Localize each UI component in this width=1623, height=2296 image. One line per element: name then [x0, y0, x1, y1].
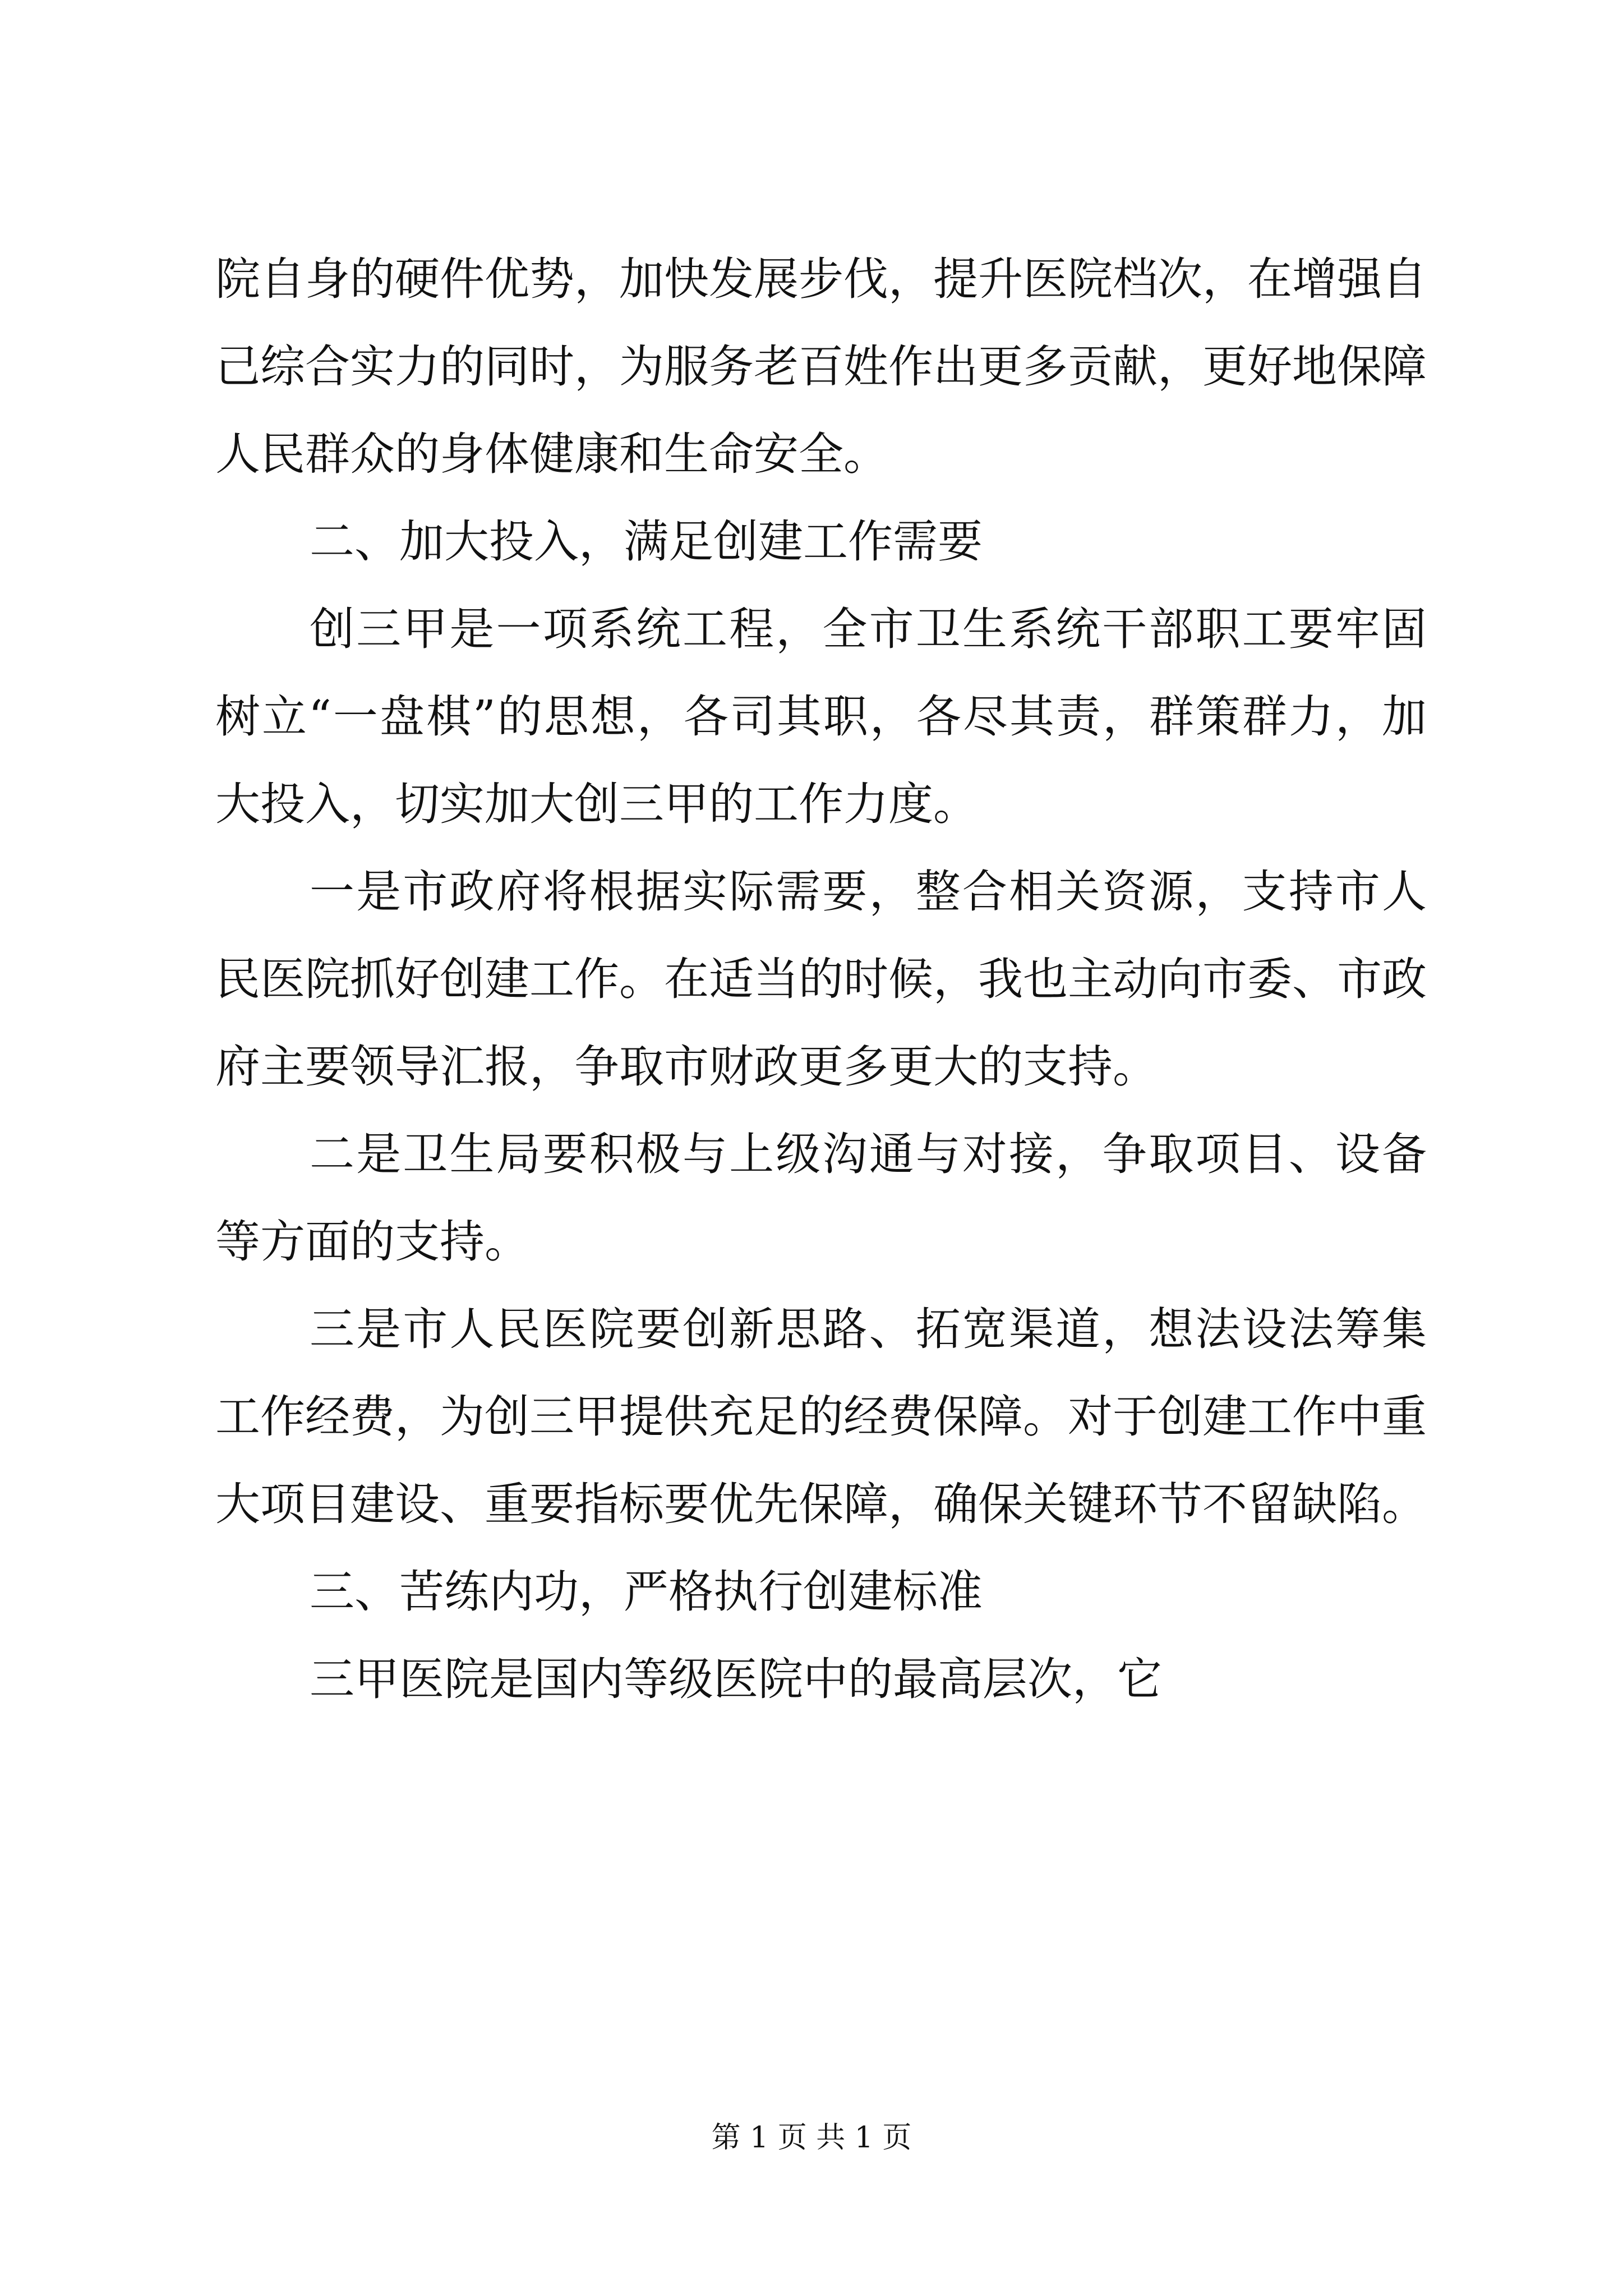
section-heading-2: 二、加大投入，满足创建工作需要 — [310, 516, 983, 568]
document-body — [215, 236, 1427, 1723]
paragraph-truncated: 三甲医院是国内等级医院中的最高层次，它 — [310, 1653, 1162, 1705]
paragraph-continuation: 院自身的硬件优势，加快发展步伐，提升医院档次，在增强自己综合实力的同时，为服务老百姓作出更多贡献，更好地保障人民群众的身体健康和生命安全。 — [215, 253, 1427, 480]
paragraph-point-2: 二是卫生局要积极与上级沟通与对接，争取项目、设备等方面的支持。 — [215, 1128, 1427, 1268]
page-footer: 第 1 页 共 1 页 — [711, 2121, 912, 2155]
paragraph-point-3: 三是市人民医院要创新思路、拓宽渠道，想法设法筹集工作经费，为创三甲提供充足的经费保障。对于创建工作中重大项目建设、重要指标要优先保障，确保关键环节不留缺陷。 — [215, 1303, 1427, 1530]
section-heading-3: 三、苦练内功，严格执行创建标准 — [310, 1566, 983, 1618]
paragraph-point-1: 一是市政府将根据实际需要，整合相关资源，支持市人民医院抓好创建工作。在适当的时候，我也主动向市委、市政府主要领导汇报，争取市财政更多更大的支持。 — [215, 866, 1427, 1093]
paragraph: 创三甲是一项系统工程，全市卫生系统干部职工要牢固树立“一盘棋”的思想，各司其职，各尽其责，群策群力，加大投入，切实加大创三甲的工作力度。 — [215, 603, 1427, 830]
